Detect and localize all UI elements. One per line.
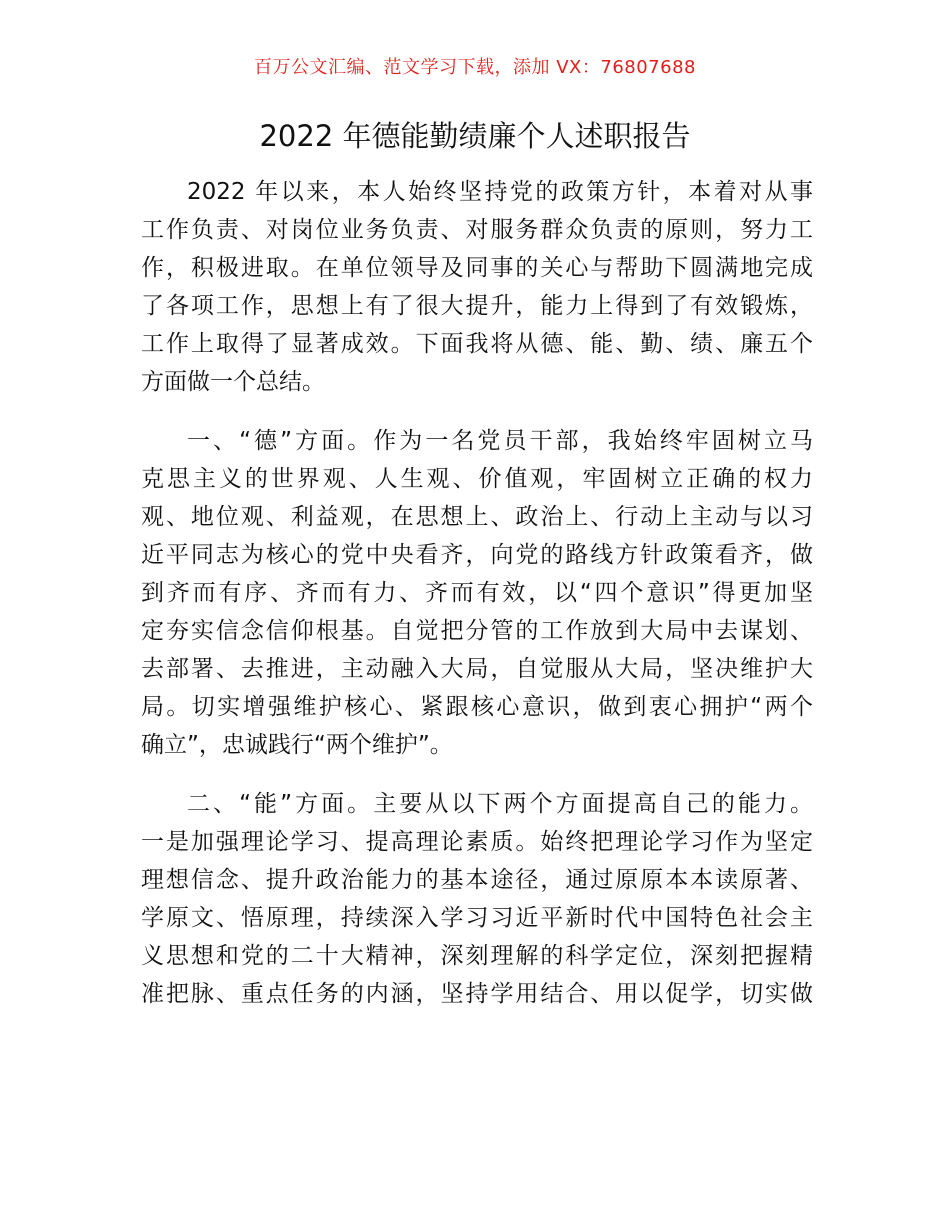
paragraph-line: 定夯实信念信仰根基。自觉把分管的工作放到大局中去谋划、: [141, 618, 813, 644]
paragraph-line: 2022 年以来，本人始终坚持党的政策方针，本着对从事: [187, 179, 813, 205]
paragraph-line: 到齐而有序、齐而有力、齐而有效，以“四个意识”得更加坚: [141, 580, 813, 606]
paragraph-line: 观、地位观、利益观，在思想上、政治上、行动上主动与以习: [141, 504, 813, 530]
paragraph-line: 方面做一个总结。: [141, 369, 325, 395]
paragraph-line: 确立”，忠诚践行“两个维护”。: [141, 732, 453, 758]
header-note: 百万公文汇编、范文学习下载，添加 VX：76807688: [254, 57, 696, 78]
paragraph-line: 一是加强理论学习、提高理论素质。始终把理论学习作为坚定: [141, 829, 813, 855]
paragraph-line: 义思想和党的二十大精神，深刻理解的科学定位，深刻把握精: [141, 943, 813, 969]
paragraph-line: 局。切实增强维护核心、紧跟核心意识，做到衷心拥护“两个: [141, 694, 813, 720]
paragraph-line: 工作上取得了显著成效。下面我将从德、能、勤、绩、廉五个: [141, 331, 813, 357]
paragraph-line: 了各项工作，思想上有了很大提升，能力上得到了有效锻炼，: [141, 293, 813, 319]
paragraph-gap: [141, 764, 813, 785]
page-title: 2022 年德能勤绩廉个人述职报告: [259, 119, 691, 153]
paragraph-line: 一、“德”方面。作为一名党员干部，我始终牢固树立马: [187, 428, 813, 454]
paragraph-neng: [141, 785, 813, 1013]
paragraph-line: 克思主义的世界观、人生观、价值观，牢固树立正确的权力: [141, 466, 813, 492]
paragraph-line: 准把脉、重点任务的内涵，坚持学用结合、用以促学，切实做: [141, 981, 813, 1007]
paragraph-gap: [141, 401, 813, 422]
paragraph-line: 工作负责、对岗位业务负责、对服务群众负责的原则，努力工: [141, 217, 813, 243]
paragraph-line: 作，积极进取。在单位领导及同事的关心与帮助下圆满地完成: [141, 255, 813, 281]
paragraph-line: 近平同志为核心的党中央看齐，向党的路线方针政策看齐，做: [141, 542, 813, 568]
paragraph-line: 理想信念、提升政治能力的基本途径，通过原原本本读原著、: [141, 867, 813, 893]
paragraph-line: 二、“能”方面。主要从以下两个方面提高自己的能力。: [187, 791, 813, 817]
document-body: [141, 173, 813, 1013]
paragraph-de: [141, 422, 813, 764]
paragraph-line: 学原文、悟原理，持续深入学习习近平新时代中国特色社会主: [141, 905, 813, 931]
paragraph-line: 去部署、去推进，主动融入大局，自觉服从大局，坚决维护大: [141, 656, 813, 682]
paragraph-intro: [141, 173, 813, 401]
